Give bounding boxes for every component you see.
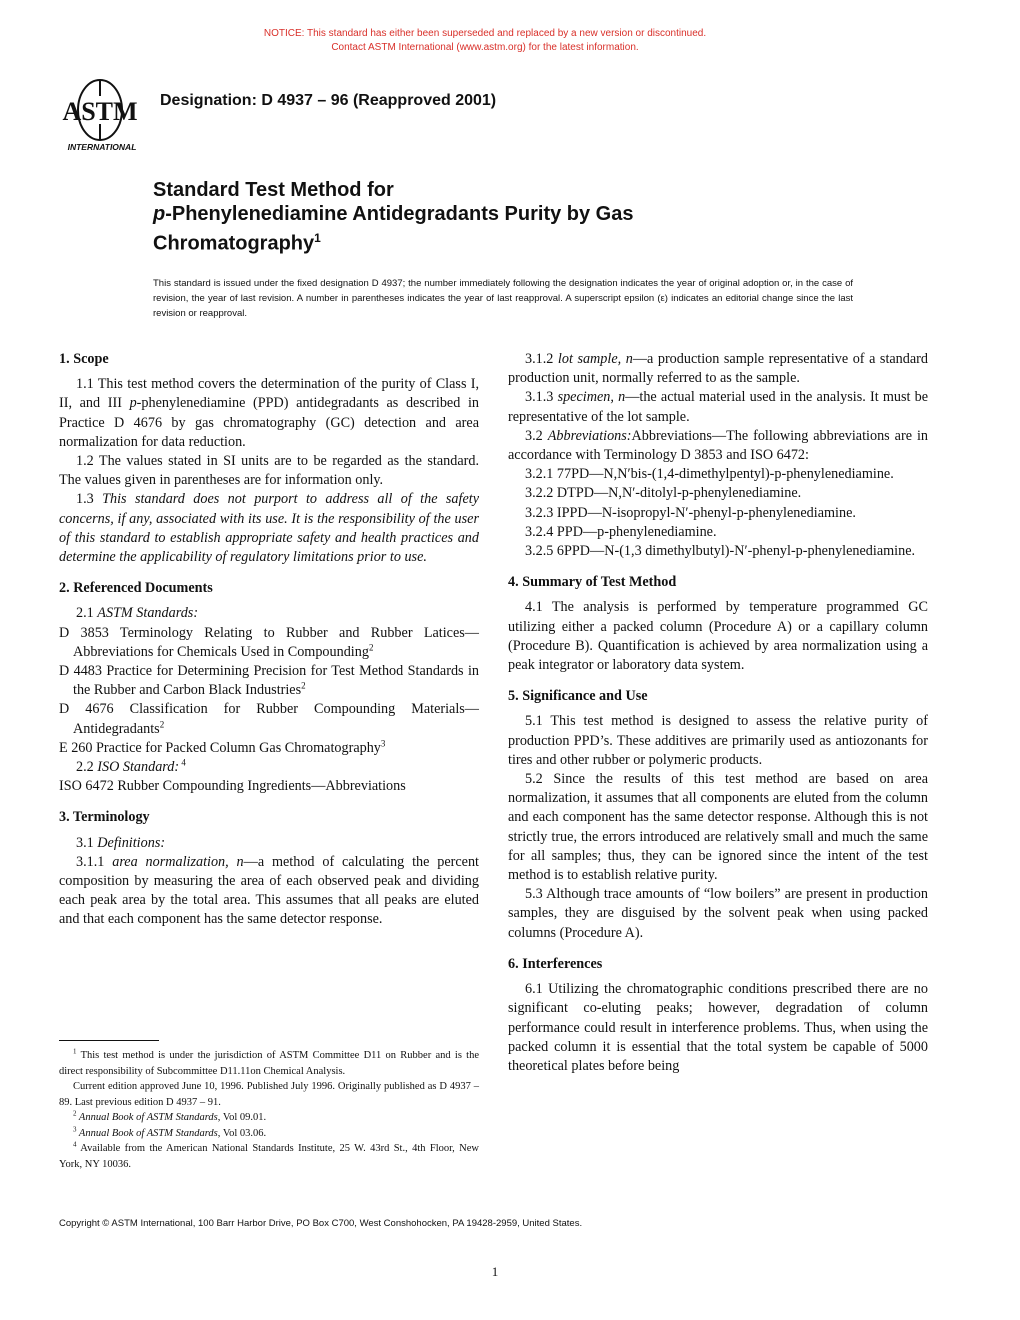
reference-iso6472: ISO 6472 Rubber Compounding Ingredients—Abbreviations: [59, 778, 406, 795]
footnote-2: $^2$ Annual Book of ASTM Standards, Vol 09.01.: [73, 1109, 267, 1123]
para-6-1: 6.1 Utilizing the chromatographic conditions prescribed there are no significant co-eluting peaks; however, degradation of column performance could result in interference problems. Thus, when using the packed column it is essential that the total system be capable of 5000 theoretical plates before being: [508, 981, 928, 1074]
title-line-1: Standard Test Method for: [153, 179, 394, 201]
para-3-1-3: 3.1.3 specimen, n—the actual material used in the analysis. It must be representative of the lot sample.: [508, 389, 928, 425]
title-line-3-text: Chromatography: [153, 232, 315, 255]
copyright-line: Copyright © ASTM International, 100 Barr Harbor Drive, PO Box C700, West Conshohocken, PA 19428-2959, United States.: [59, 1218, 583, 1229]
title-footnote-ref: 1: [314, 231, 321, 245]
para-2-1: 2.1 ASTM Standards:: [76, 605, 199, 622]
issued-note: This standard is issued under the fixed designation D 4937; the number immediately following the designation indicates the year of original adoption or, in the case of revision, the year of last revision. A number in parentheses indicates the year of last reapproval. A superscript epsilon (ε) indicates an editorial change since the last revision or reapproval.: [153, 278, 853, 319]
para-4-1: 4.1 The analysis is performed by temperature programmed GC utilizing either a packed column (Procedure A) or a capillary column (Procedure B). Quantification is achieved by area normalization using a peak integrator or laboratory data system.: [508, 599, 928, 674]
footnote-1-edition: Current edition approved June 10, 1996. Published July 1996. Originally published as D 4937 – 89. Last previous edition D 4937 – 91.: [59, 1081, 479, 1108]
notice-line-2: Contact ASTM International (www.astm.org) for the latest information.: [331, 42, 639, 53]
title-line-2: [153, 202, 853, 226]
reference-d3853: D 3853 Terminology Relating to Rubber and Rubber Latices—Abbreviations for Chemicals Used in Compounding$^2$: [59, 624, 479, 660]
section-heading-scope: 1. Scope: [59, 351, 109, 367]
section-heading-referenced-documents: 2. Referenced Documents: [59, 580, 213, 597]
section-heading-interferences: 6. Interferences: [508, 955, 603, 972]
reference-d4483: D 4483 Practice for Determining Precision for Test Method Standards in the Rubber and Carbon Black Industries$^2$: [59, 663, 479, 699]
footnote-4: $^4$ Available from the American National Standards Institute, 25 W. 43rd St., 4th Floor, New York, NY 10036.: [59, 1140, 479, 1170]
left-column: [59, 350, 479, 930]
document-title: [153, 178, 853, 256]
para-3-2-5: 3.2.5 6PPD—N-(1,3 dimethylbutyl)-N′-phenyl-p-phenylenediamine.: [525, 543, 916, 560]
right-column: [508, 350, 928, 1076]
para-3-2: 3.2 Abbreviations:Abbreviations—The following abbreviations are in accordance with Terminology D 3853 and ISO 6472:: [508, 427, 928, 464]
section-heading-summary: 4. Summary of Test Method: [508, 574, 677, 591]
title-line-2-text: -Phenylenediamine Antidegradants Purity by Gas: [165, 203, 634, 225]
title-line-3: [153, 226, 853, 256]
para-5-1: 5.1 This test method is designed to assess the relative purity of production PPD’s. These additives are primarily used as antiozonants for tires and other rubber or polymeric products.: [508, 713, 928, 768]
para-3-2-2: 3.2.2 DTPD—N,N′-ditolyl-p-phenylenediamine.: [525, 485, 802, 502]
para-1-2: 1.2 The values stated in SI units are to be regarded as the standard. The values given in parentheses are for information only.: [59, 453, 479, 489]
para-1-3: 1.3 This standard does not purport to address all of the safety concerns, if any, associated with its use. It is the responsibility of the user of this standard to establish appropriate safety and health practices and determine the applicability of regulatory limitations prior to use.: [59, 491, 479, 566]
para-3-2-1: 3.2.1 77PD—N,N′bis-(1,4-dimethylpentyl)-p-phenylenediamine.: [525, 466, 894, 483]
footnote-3: $^3$ Annual Book of ASTM Standards, Vol 03.06.: [73, 1125, 267, 1139]
para-3-1-1: 3.1.1 area normalization, n—a method of calculating the percent composition by measuring the area of each observed peak and dividing each peak area by the total area. This assumes that all peaks are eluted and that each component has the same detector response.: [59, 853, 479, 928]
reference-e260: E 260 Practice for Packed Column Gas Chromatography$^3$: [59, 738, 386, 756]
reference-d4676: D 4676 Classification for Rubber Compounding Materials—Antidegradants$^2$: [59, 701, 479, 737]
logo-label: INTERNATIONAL: [67, 142, 137, 152]
notice-banner: [0, 27, 970, 55]
astm-logo-icon: [60, 76, 144, 152]
para-5-2: 5.2 Since the results of this test method are based on area normalization, it assumes that all components are eluted from the column and each component has the same detector response. Although this is not strictly true, the errors introduced are relatively small and much the same for all samples; thus, they can be ignored since the intent of the test method is to establish relative purity.: [508, 771, 928, 884]
para-3-1-2: 3.1.2 lot sample, n—a production sample representative of a standard production unit, normally referred to as the sample.: [508, 351, 928, 387]
notice-line-1: NOTICE: This standard has either been superseded and replaced by a new version or discontinued.: [263, 28, 707, 39]
para-3-2-3: 3.2.3 IPPD—N-isopropyl-N′-phenyl-p-phenylenediamine.: [525, 504, 856, 521]
para-5-3: 5.3 Although trace amounts of “low boilers” are present in production samples, they are disguised by the solvent peak when using packed columns (Procedure A).: [508, 886, 928, 941]
astm-logo: [60, 76, 144, 152]
para-2-2: 2.2 ISO Standard: $^4$: [76, 757, 186, 776]
designation: Designation: D 4937 – 96 (Reapproved 2001): [160, 92, 497, 109]
para-1-1: 1.1 This test method covers the determination of the purity of Class I, II, and III p-phenylenediamine (PPD) antidegradants as described in Practice D 4676 by gas chromatography (GC) detection and area normalization for data reduction.: [59, 376, 479, 450]
section-heading-terminology: 3. Terminology: [59, 809, 150, 826]
para-3-1: 3.1 Definitions:: [76, 834, 166, 851]
logo-letters: ASTM: [62, 97, 138, 126]
footnote-1: $^1$ This test method is under the jurisdiction of ASTM Committee D11 on Rubber and is the direct responsibility of Subcommittee D11.11on Chemical Analysis.: [59, 1047, 479, 1077]
footnotes: [59, 1048, 479, 1172]
section-heading-significance: 5. Significance and Use: [508, 688, 648, 705]
footnote-divider: [59, 1040, 159, 1041]
title-italic-p: p: [153, 203, 166, 225]
page-number: 1: [491, 1264, 499, 1279]
para-3-2-4: 3.2.4 PPD—p-phenylenediamine.: [525, 523, 717, 540]
